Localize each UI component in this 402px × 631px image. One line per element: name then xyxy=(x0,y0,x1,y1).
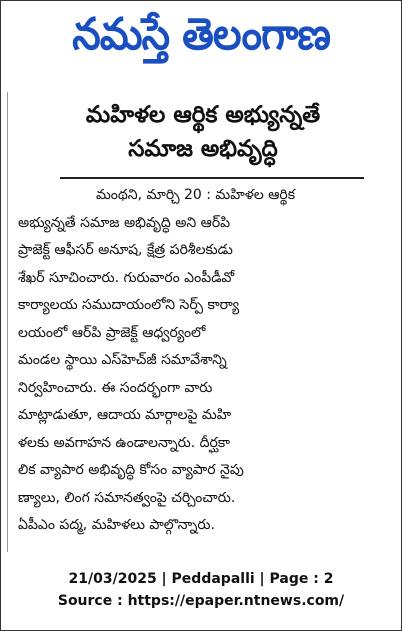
article-line: మంథని, మార్చి 20 : మహిళల ఆర్థిక xyxy=(96,187,296,203)
article-line: మాట్లాడుతూ, ఆదాయ మార్గాలపై మహి xyxy=(18,407,232,423)
article-line: కార్యాలయ సముదాయంలోని సెర్ప్ కార్యా xyxy=(18,297,240,313)
article-line: నిర్వహించారు. ఈ సందర్భంగా వారు xyxy=(18,379,213,396)
article-line: మండల స్థాయి ఎస్‌హెచ్‌జీ సమావేశాన్ని xyxy=(18,352,227,368)
article-line: ళలకు అవగాహన ఉండాలన్నారు. దీర్ఘకా xyxy=(18,434,230,451)
publication-meta: 21/03/2025 | Peddapalli | Page : 2 xyxy=(68,571,334,587)
footer xyxy=(0,568,402,612)
article-line: శేఖర్ సూచించారు. గురువారం ఎంపీడీవో xyxy=(18,269,235,286)
article-body xyxy=(18,182,392,552)
newspaper-title: నమస్తే తెలంగాణ xyxy=(72,9,330,60)
masthead xyxy=(6,10,396,70)
article-line: లిక వ్యాపార అభివృద్ధి కోసం వ్యాపార నైపు xyxy=(18,462,244,478)
article-line: ప్రాజెక్ట్ ఆఫీసర్ అనూష, క్షేత్ర పరిశీలకుడు xyxy=(18,242,233,258)
headline-line-1: మహిళల ఆర్థిక అభ్యున్నతే xyxy=(85,102,321,128)
headline xyxy=(8,92,398,172)
article-line: ఏపీఎం పద్మ, మహిళలు పాల్గొన్నారు. xyxy=(18,517,215,533)
article-line: లయంలో ఆర్‌పి ప్రాజెక్ట్ ఆధ్వర్యంలో xyxy=(18,324,206,341)
article-line: ణ్యాలు, లింగ సమానత్వంపై చర్చించారు. xyxy=(18,489,236,506)
article-line: అభ్యున్నతే సమాజ అభివృద్ధి అని ఆర్‌పి xyxy=(18,214,231,231)
headline-underline xyxy=(60,177,364,179)
source-link[interactable]: Source : https://epaper.ntnews.com/ xyxy=(57,593,345,609)
headline-line-2: సమాజ అభివృద్ధి xyxy=(128,136,278,162)
